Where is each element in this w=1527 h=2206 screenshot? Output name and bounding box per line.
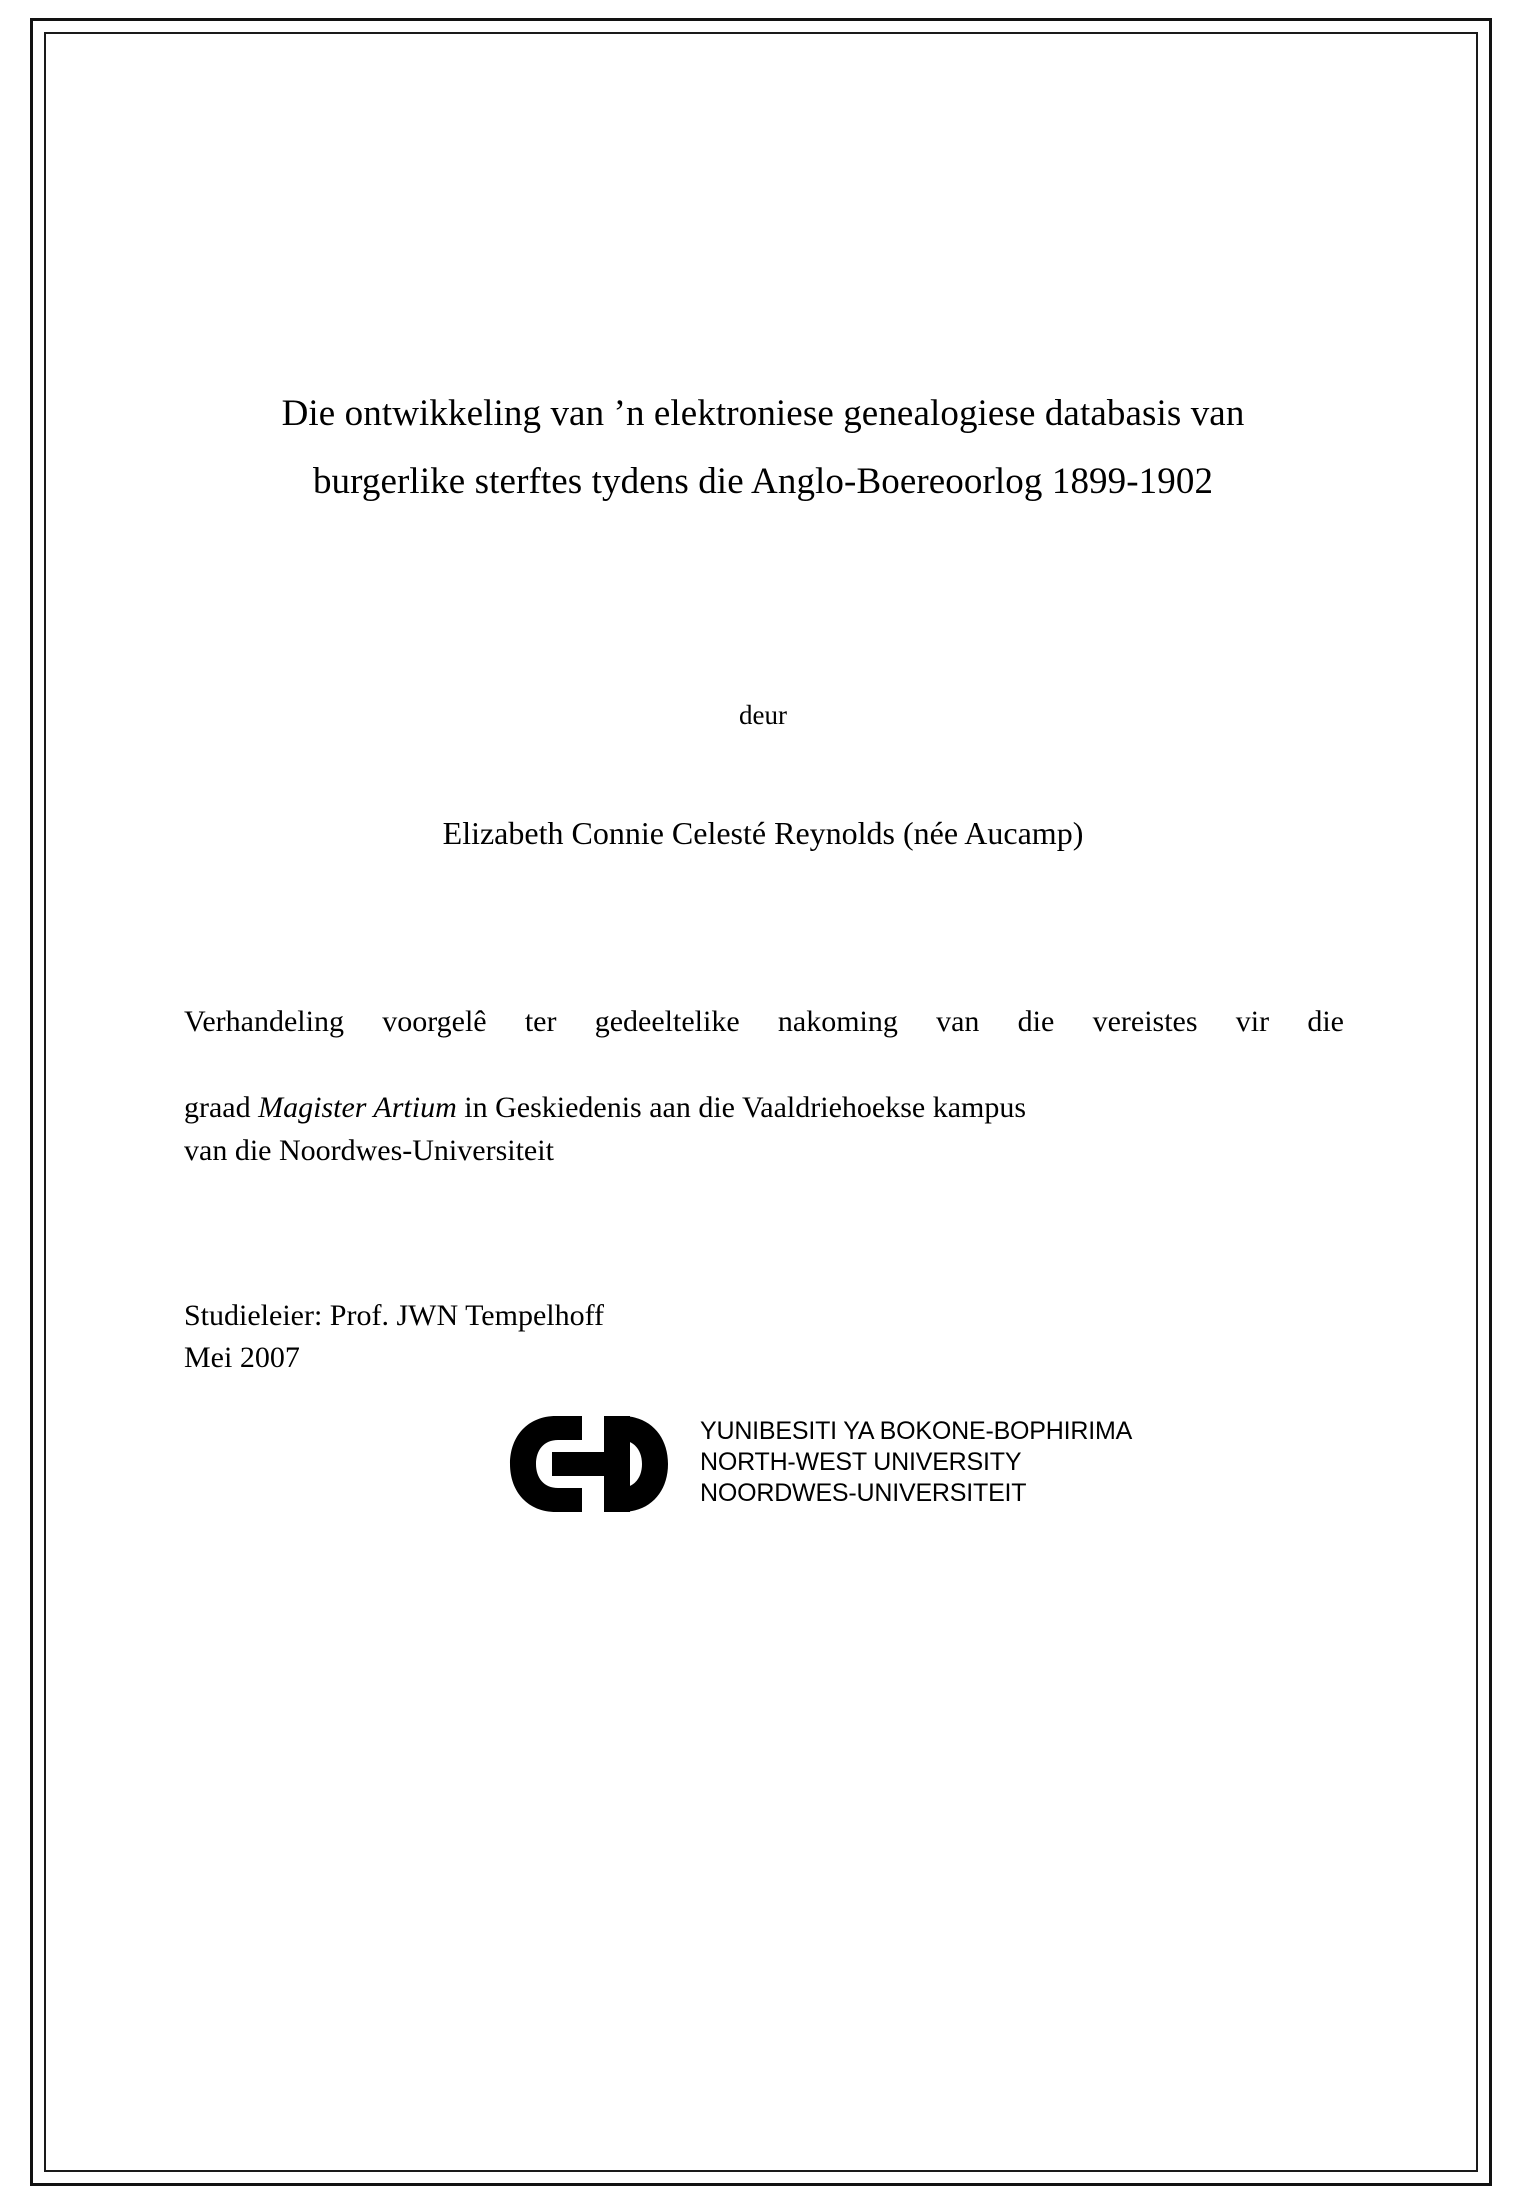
logo-text-line-2: NORTH-WEST UNIVERSITY <box>700 1448 1022 1476</box>
degree-statement <box>184 1000 1344 1172</box>
north-west-university-logo-icon <box>508 1414 688 1514</box>
logo-text-line-3: NOORDWES-UNIVERSITEIT <box>700 1479 1027 1507</box>
degree-statement-line-2-suffix: in Geskiedenis aan die Vaaldriehoekse kampus <box>456 1091 1027 1124</box>
university-logo <box>508 1410 1148 1520</box>
degree-statement-line-1: Verhandeling voorgelê ter gedeeltelike nakoming van die vereistes vir die <box>184 1005 1344 1038</box>
title-line-1: Die ontwikkeling van ’n elektroniese genealogiese databasis van <box>281 393 1245 434</box>
degree-statement-line-2-prefix: graad <box>184 1091 259 1124</box>
supervisor-block <box>184 1295 1344 1379</box>
logo-text-line-1: YUNIBESITI YA BOKONE-BOPHIRIMA <box>700 1417 1133 1445</box>
submission-date: Mei 2007 <box>184 1341 300 1374</box>
university-logo-text <box>700 1416 1132 1509</box>
degree-statement-line-2 <box>184 1091 1026 1124</box>
page-content <box>178 120 1348 2080</box>
author-name: Elizabeth Connie Celesté Reynolds (née Aucamp) <box>442 815 1084 851</box>
degree-statement-line-3: van die Noordwes-Universiteit <box>184 1134 554 1167</box>
title-line-2: burgerlike sterftes tydens die Anglo-Boereoorlog 1899-1902 <box>312 461 1214 502</box>
supervisor-name: Studieleier: Prof. JWN Tempelhoff <box>184 1299 605 1332</box>
page-title <box>178 380 1348 516</box>
by-label: deur <box>739 700 787 730</box>
degree-name-italic: Magister Artium <box>258 1091 457 1124</box>
